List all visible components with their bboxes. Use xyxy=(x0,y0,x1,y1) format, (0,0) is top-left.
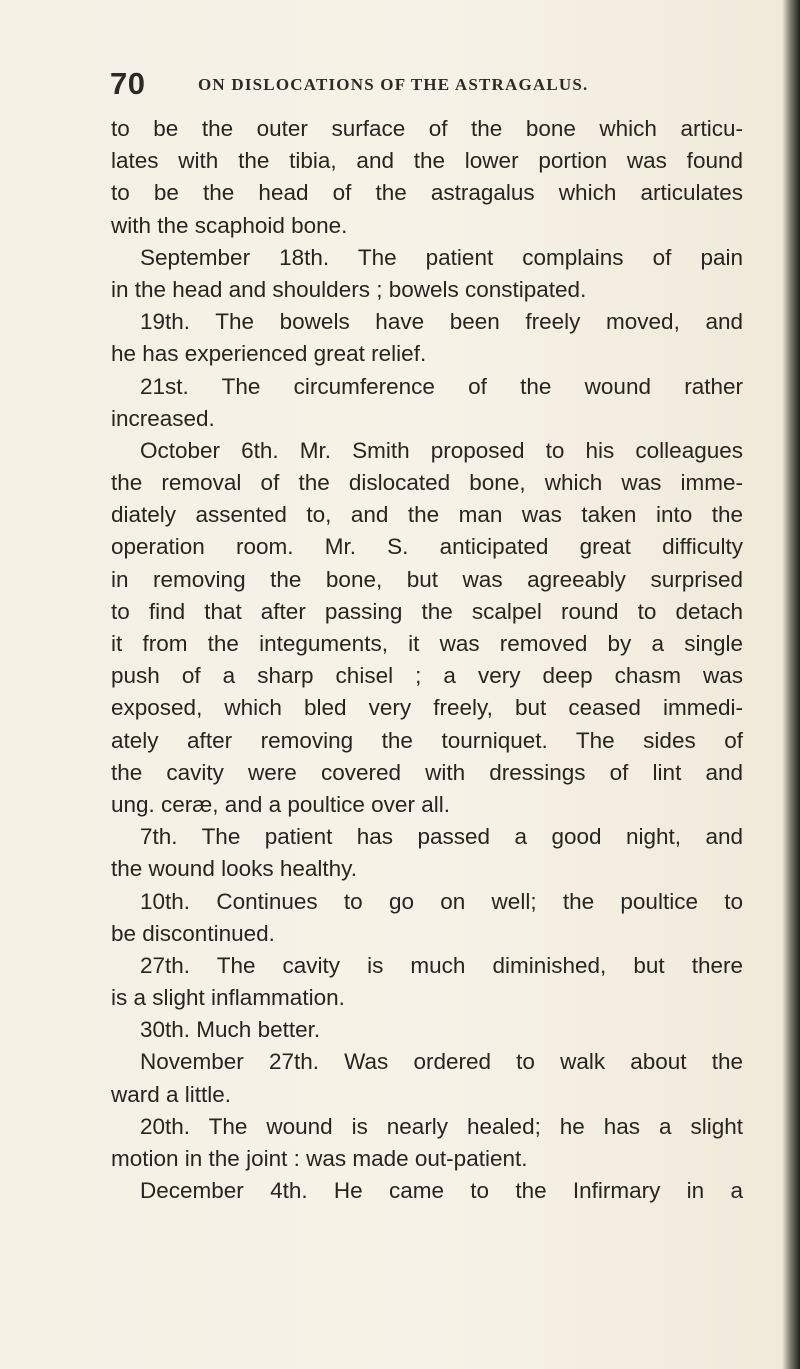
text-line: he has experienced great relief. xyxy=(111,341,427,367)
running-head: ON DISLOCATIONS OF THE ASTRAGALUS. xyxy=(198,75,589,94)
page-header xyxy=(110,66,670,106)
text-line: the wound looks healthy. xyxy=(111,856,357,882)
page-edge-shadow xyxy=(782,0,800,1369)
text-line: 7th. The patient has passed a good night, and xyxy=(140,824,743,850)
text-line: ward a little. xyxy=(111,1081,232,1107)
text-line: in removing the bone, but was agreeably surprised xyxy=(111,566,743,592)
text-line: to be the outer surface of the bone which articu- xyxy=(111,116,743,141)
text-line: September 18th. The patient complains of pain xyxy=(140,244,743,270)
text-line: push of a sharp chisel ; a very deep chasm was xyxy=(111,663,743,689)
text-line: operation room. Mr. S. anticipated great difficulty xyxy=(111,534,743,560)
text-line: it from the integuments, it was removed by a single xyxy=(111,631,743,656)
text-line: December 4th. He came to the Infirmary in a xyxy=(140,1178,743,1204)
text-line: increased. xyxy=(111,405,215,431)
text-line: October 6th. Mr. Smith proposed to his colleagues xyxy=(140,437,743,463)
text-line: in the head and shoulders ; bowels constipated. xyxy=(111,276,587,302)
text-line: 21st. The circumference of the wound rather xyxy=(140,373,743,399)
text-line: 27th. The cavity is much diminished, but there xyxy=(140,952,743,978)
text-line: exposed, which bled very freely, but ceased immedi- xyxy=(111,695,743,721)
text-line: November 27th. Was ordered to walk about the xyxy=(140,1049,743,1075)
text-line: ung. ceræ, and a poultice over all. xyxy=(111,791,450,817)
text-line: 30th. Much better. xyxy=(140,1017,321,1043)
body-text xyxy=(111,113,743,1207)
text-line: be discontinued. xyxy=(111,920,275,946)
text-line: 19th. The bowels have been freely moved, and xyxy=(140,309,743,335)
text-line: the cavity were covered with dressings of lint and xyxy=(111,759,743,785)
text-line: is a slight inflammation. xyxy=(111,985,345,1011)
page-number: 70 xyxy=(110,66,146,101)
text-line: motion in the joint : was made out-patient. xyxy=(111,1146,528,1171)
text-line: 10th. Continues to go on well; the poultice to xyxy=(140,888,743,914)
text-line: with the scaphoid bone. xyxy=(111,212,348,238)
text-line: ately after removing the tourniquet. The sides of xyxy=(111,727,743,753)
text-line: lates with the tibia, and the lower portion was found xyxy=(111,148,743,174)
text-line: diately assented to, and the man was taken into the xyxy=(111,502,743,528)
text-line: the removal of the dislocated bone, which was imme- xyxy=(111,470,743,496)
text-line: to be the head of the astragalus which articulates xyxy=(111,180,743,206)
text-line: to find that after passing the scalpel round to detach xyxy=(111,598,743,624)
text-line: 20th. The wound is nearly healed; he has a slight xyxy=(140,1113,743,1139)
